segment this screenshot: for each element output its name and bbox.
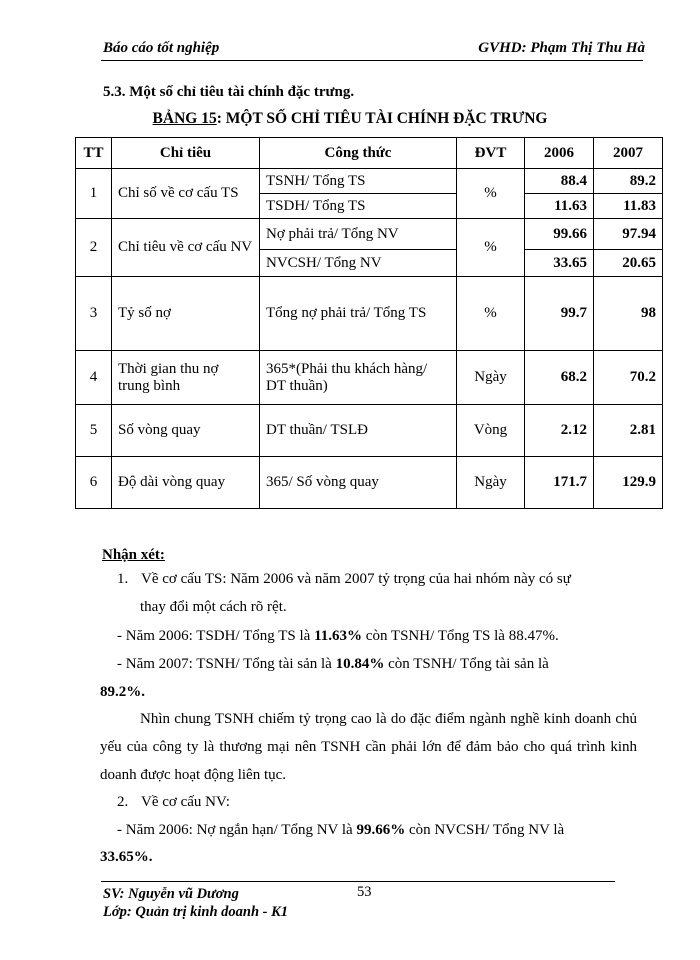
col-header-tt: TT (76, 138, 112, 169)
cell-2006: 99.66 (525, 219, 594, 250)
cell-formula: 365/ Số vòng quay (260, 457, 457, 509)
table-caption (0, 110, 700, 128)
remark-nv-2006-rest: còn NVCSH/ Tổng NV là (405, 822, 565, 838)
cell-indicator: Tỷ số nợ (112, 277, 260, 351)
financial-indicators-table (75, 137, 663, 509)
remark-line-2006 (117, 622, 637, 650)
remark-item-2-text: Về cơ cấu NV: (141, 794, 230, 810)
cell-indicator: Chỉ số về cơ cấu TS (112, 169, 260, 219)
cell-indicator: Độ dài vòng quay (112, 457, 260, 509)
table-row (76, 405, 663, 457)
cell-2006: 68.2 (525, 351, 594, 405)
remark-item-1 (117, 565, 637, 593)
cell-tt: 1 (76, 169, 112, 219)
cell-2007: 89.2 (594, 169, 663, 194)
page-number: 53 (357, 884, 372, 900)
cell-unit: Ngày (457, 351, 525, 405)
cell-2006: 88.4 (525, 169, 594, 194)
cell-formula: 365*(Phải thu khách hàng/ DT thuần) (260, 351, 457, 405)
header-divider (101, 60, 643, 61)
remark-item-2-number: 2. (117, 794, 129, 810)
remark-2007-text: - Năm 2007: TSNH/ Tổng tài sản là (117, 656, 336, 672)
cell-tt: 4 (76, 351, 112, 405)
table-row (76, 457, 663, 509)
section-title: 5.3. Một số chỉ tiêu tài chính đặc trưng. (103, 84, 355, 100)
remark-2007-value: 10.84% (335, 656, 385, 672)
header-right: GVHD: Phạm Thị Thu Hà (478, 40, 645, 56)
remark-item-2 (117, 788, 230, 816)
remark-nv-2006-end: 33.65%. (100, 849, 153, 865)
cell-2006: 99.7 (525, 277, 594, 351)
remark-nv-2006-value: 99.66% (356, 822, 406, 838)
header-left: Báo cáo tốt nghiệp (103, 40, 220, 56)
cell-formula: DT thuần/ TSLĐ (260, 405, 457, 457)
cell-formula: Nợ phải trả/ Tổng NV (260, 219, 457, 250)
remark-paragraph: Nhìn chung TSNH chiếm tỷ trọng cao là do đặc điểm ngành nghề kinh doanh chủ yếu của công ty là thương mại nên TSNH cần phải lớn để đảm bảo cho quá trình kinh doanh được hoạt động liên tục. (100, 711, 637, 783)
cell-2007: 70.2 (594, 351, 663, 405)
col-header-2007: 2007 (594, 138, 663, 169)
cell-2007: 2.81 (594, 405, 663, 457)
col-header-indicator: Chỉ tiêu (112, 138, 260, 169)
remark-nv-2006-text: - Năm 2006: Nợ ngắn hạn/ Tổng NV là (117, 822, 357, 838)
cell-2007: 98 (594, 277, 663, 351)
cell-formula: TSNH/ Tổng TS (260, 169, 457, 194)
cell-formula: Tổng nợ phải trả/ Tổng TS (260, 277, 457, 351)
footer-class: Lớp: Quản trị kinh doanh - K1 (103, 904, 289, 920)
cell-unit: Ngày (457, 457, 525, 509)
cell-tt: 2 (76, 219, 112, 277)
remarks-heading: Nhận xét: (102, 547, 165, 563)
col-header-formula: Công thức (260, 138, 457, 169)
remark-item-1-number: 1. (117, 571, 129, 587)
table-caption-text: : MỘT SỐ CHỈ TIÊU TÀI CHÍNH ĐẶC TRƯNG (216, 110, 548, 127)
remark-2006-text: - Năm 2006: TSDH/ Tổng TS là (117, 628, 315, 644)
remark-nv-2006 (117, 816, 637, 844)
cell-unit: % (457, 169, 525, 219)
cell-2006: 33.65 (525, 250, 594, 277)
table-row (76, 277, 663, 351)
cell-indicator: Chỉ tiêu về cơ cấu NV (112, 219, 260, 277)
cell-2007: 20.65 (594, 250, 663, 277)
cell-formula: TSDH/ Tổng TS (260, 194, 457, 219)
table-row (76, 169, 663, 194)
table-row (76, 351, 663, 405)
cell-2007: 129.9 (594, 457, 663, 509)
cell-tt: 3 (76, 277, 112, 351)
cell-2006: 11.63 (525, 194, 594, 219)
cell-formula: NVCSH/ Tổng NV (260, 250, 457, 277)
remark-item-1-text: Về cơ cấu TS: Năm 2006 và năm 2007 tỷ trọng của hai nhóm này có sự (141, 571, 571, 587)
cell-unit: Vòng (457, 405, 525, 457)
cell-unit: % (457, 277, 525, 351)
remark-2007-rest: còn TSNH/ Tổng tài sản là (384, 656, 549, 672)
table-row (76, 219, 663, 250)
col-header-unit: ĐVT (457, 138, 525, 169)
cell-tt: 5 (76, 405, 112, 457)
cell-2007: 97.94 (594, 219, 663, 250)
remark-line-2007 (117, 650, 637, 678)
footer-divider (101, 881, 615, 882)
cell-unit: % (457, 219, 525, 277)
cell-2006: 2.12 (525, 405, 594, 457)
table-caption-label: BẢNG 15 (152, 110, 217, 127)
remark-2007-end: 89.2%. (100, 684, 145, 700)
cell-2006: 171.7 (525, 457, 594, 509)
remark-item-1-continuation: thay đổi một cách rõ rệt. (140, 599, 287, 615)
table-header-row (76, 138, 663, 169)
cell-2007: 11.83 (594, 194, 663, 219)
cell-indicator: Thời gian thu nợ trung bình (112, 351, 260, 405)
footer-student: SV: Nguyễn vũ Dương (103, 886, 239, 902)
cell-indicator: Số vòng quay (112, 405, 260, 457)
cell-tt: 6 (76, 457, 112, 509)
remark-2006-value: 11.63% (314, 628, 363, 644)
col-header-2006: 2006 (525, 138, 594, 169)
remark-2006-rest: còn TSNH/ Tổng TS là 88.47%. (362, 628, 559, 644)
